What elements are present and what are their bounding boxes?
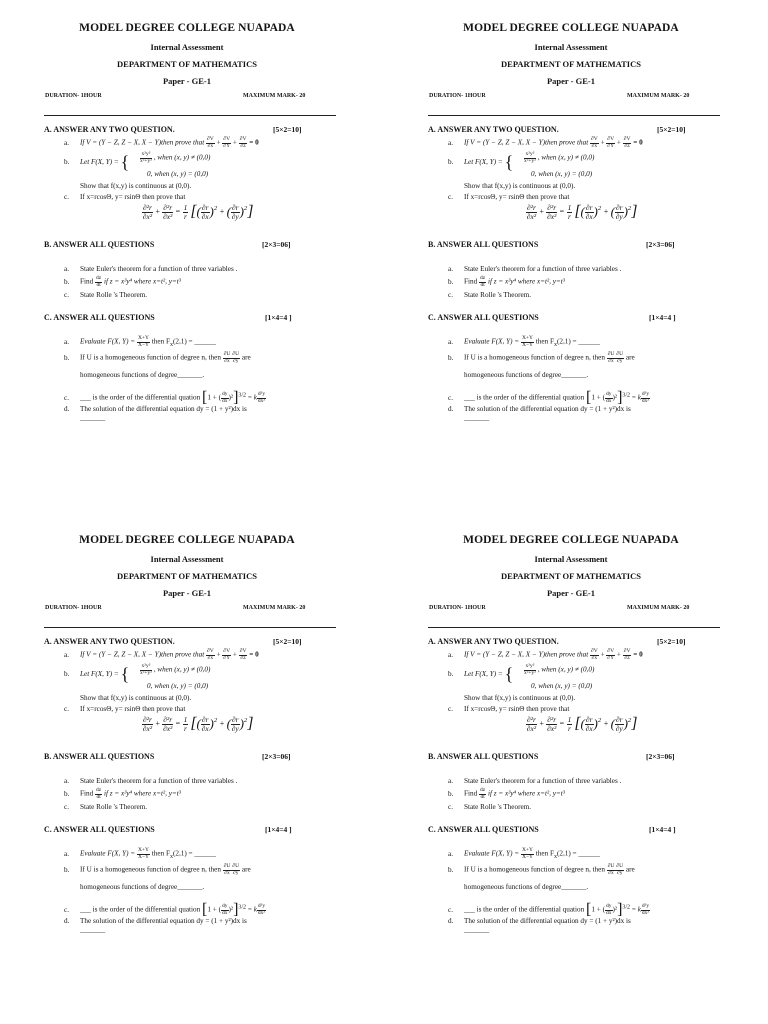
question-label: c. [64, 291, 69, 299]
question-text: If V = (Y − Z, Z − X, X − Y)then prove that [80, 650, 205, 659]
section-c-question-b-cont: homogeneous functions of degree_______. [80, 883, 205, 891]
section-c-marks: [1×4=4 ] [265, 313, 292, 322]
section-a-marks: [5×2=10] [273, 125, 302, 134]
college-name: MODEL DEGREE COLLEGE NUAPADA [463, 22, 679, 34]
question-text: The solution of the differential equation dy = (1 + y²)dx is [464, 917, 631, 925]
question-label: a. [64, 777, 69, 785]
question-label: c. [448, 803, 453, 811]
paper-code: Paper - GE-1 [546, 588, 595, 598]
exam-sheet-bottom-right [384, 512, 758, 1012]
left-brace-icon: { [120, 664, 130, 684]
assessment-title: Internal Assessment [150, 42, 224, 52]
piecewise-case-1 [524, 152, 594, 164]
fraction-du-dx: $\frac{\partial U}{\partial x}$ [223, 351, 231, 364]
question-text-part: are [625, 353, 635, 362]
question-label: c. [448, 393, 453, 402]
left-brace-icon: { [504, 664, 514, 684]
fraction-du-dx: $\frac{\partial U}{\partial x}$ [607, 351, 615, 364]
duration-label: DURATION- 1HOUR [45, 93, 102, 99]
fraction-du-dy: $\frac{\partial U}{\partial y}$ [616, 351, 624, 364]
question-label: a. [448, 650, 453, 659]
section-c-question-a: a. Evaluate F(X, Y) = $\frac{X+Y}{X-Y}$ then $F_x(2,1)$ = ______ [448, 847, 600, 861]
section-b-title: B. ANSWER ALL QUESTIONS [428, 240, 539, 249]
section-b-question-a [448, 265, 621, 273]
piecewise-case-2: 0, when (x, y) = (0,0) [147, 170, 209, 178]
fraction-dz-dt: $\frac{dz}{dt}$ [95, 787, 102, 800]
question-text: If V = (Y − Z, Z − X, X − Y)then prove that [464, 650, 589, 659]
question-label: b. [448, 158, 454, 167]
fraction-dv-dy: $\frac{\partial V}{\partial Y}$ [223, 136, 231, 149]
answer-blank: _______ [464, 414, 490, 422]
question-label: b. [448, 353, 454, 362]
section-a-question-b [64, 664, 129, 685]
section-b-question-a [64, 777, 237, 785]
duration-label: DURATION- 1HOUR [429, 605, 486, 611]
fraction-case-1: $\frac{\text{x²y²}}{\text{x²+y²}}$ [524, 663, 536, 676]
question-label: d. [448, 917, 454, 925]
question-text-part: Find [464, 277, 478, 286]
section-c-marks: [1×4=4 ] [649, 313, 676, 322]
question-label: c. [64, 393, 69, 402]
question-label: b. [64, 789, 70, 798]
section-a-title: A. ANSWER ANY TWO QUESTION. [44, 637, 175, 646]
section-c-question-b [448, 864, 635, 876]
assessment-title: Internal Assessment [534, 42, 608, 52]
question-label: a. [448, 265, 453, 273]
question-text-part: if z = x³y⁴ where x=t², y=t³ [103, 277, 181, 286]
section-c-question-b [448, 352, 635, 364]
question-text-part: if z = x³y⁴ where x=t², y=t³ [103, 789, 181, 798]
question-text: The solution of the differential equation dy = (1 + y²)dx is [80, 405, 247, 413]
section-a-question-c [448, 705, 569, 713]
question-text: ___ is the order of the differential quation [80, 393, 201, 402]
section-c-question-c: c. ___ is the order of the differential quation [1 + ( $\frac{dy}{dx}$ )²]$^{3/2}$ = k $\frac{\text{d²y}}{\text{dx²}}$ [448, 389, 650, 406]
question-label: a. [64, 138, 69, 147]
question-label: b. [448, 670, 454, 679]
department-name: DEPARTMENT OF MATHEMATICS [117, 571, 257, 581]
answer-blank: _______ [80, 926, 106, 934]
question-text-part: if z = x³y⁴ where x=t², y=t³ [487, 277, 565, 286]
section-c-question-c: c. ___ is the order of the differential quation [1 + ( $\frac{dy}{dx}$ )²]$^{3/2}$ = k $\frac{\text{d²y}}{\text{dx²}}$ [64, 901, 266, 918]
header-divider [428, 627, 720, 628]
fraction-dv-dx: $\frac{\partial V}{\partial x}$ [591, 648, 598, 661]
question-text-part: Find [80, 789, 94, 798]
section-c-question-d [64, 405, 247, 413]
section-a-question-a: a. If V = (Y − Z, Z − X, X − Y)then prove that $\frac{\partial V}{\partial x}$ + $\frac{\partial V}{\partial Y}$ + $\frac{\partial V}{\partial z}$ = 0 [64, 136, 259, 149]
question-label: a. [64, 650, 69, 659]
question-text-part: Evaluate F(X, Y) = [80, 849, 136, 858]
question-text-part: then F [535, 337, 554, 346]
question-text: State Euler's theorem for a function of three variables . [464, 777, 622, 785]
polar-laplace-formula: $\frac{\text{∂²r}}{\text{∂x²}}$ + $\frac{\text{∂²r}}{\text{∂x²}}$ = $\frac{1}{r}$ [( $\frac{\partial r}{\partial x}$ )$^2$ + ( $\frac{\partial r}{\partial y}$ )$^2$] [526, 203, 638, 221]
piecewise-case-1 [524, 664, 594, 676]
question-text-part: (2,1) = ______ [556, 849, 600, 858]
section-a-marks: [5×2=10] [657, 637, 686, 646]
section-a-marks: [5×2=10] [273, 637, 302, 646]
question-label: c. [64, 705, 69, 713]
question-label: a. [448, 777, 453, 785]
section-b-question-a [64, 265, 237, 273]
header-divider [44, 627, 336, 628]
question-label: d. [448, 405, 454, 413]
section-b-question-b [448, 788, 565, 800]
fraction-dz-dt: $\frac{dz}{dt}$ [479, 275, 486, 288]
section-a-question-c [64, 705, 185, 713]
fraction-dv-dx: $\frac{\partial V}{\partial x}$ [207, 136, 214, 149]
section-c-question-b-cont: homogeneous functions of degree_______. [464, 883, 589, 891]
question-label: a. [448, 849, 453, 858]
answer-blank: _______ [464, 926, 490, 934]
section-b-title: B. ANSWER ALL QUESTIONS [428, 752, 539, 761]
question-text-part: are [241, 865, 251, 874]
question-text-part: Find [80, 277, 94, 286]
question-text: If x=rcosΘ, y= rsinΘ then prove that [464, 705, 570, 713]
section-b-marks: [2×3=06] [262, 240, 291, 249]
question-text-part: then F [535, 849, 554, 858]
college-name: MODEL DEGREE COLLEGE NUAPADA [79, 534, 295, 546]
section-b-title: B. ANSWER ALL QUESTIONS [44, 240, 155, 249]
question-text-part: are [241, 353, 251, 362]
question-text: State Euler's theorem for a function of three variables . [80, 777, 238, 785]
question-label: c. [64, 905, 69, 914]
question-text: If x=rcosΘ, y= rsinΘ then prove that [80, 705, 186, 713]
max-mark-label: MAXIMUM MARK- 20 [243, 93, 306, 99]
section-c-question-b-cont: homogeneous functions of degree_______. [80, 371, 205, 379]
section-c-title: C. ANSWER ALL QUESTIONS [428, 313, 539, 322]
question-text: ___ is the order of the differential quation [464, 905, 585, 914]
question-label: b. [64, 277, 70, 286]
piecewise-case-2: 0, when (x, y) = (0,0) [531, 170, 593, 178]
question-label: b. [448, 789, 454, 798]
section-c-question-c: c. ___ is the order of the differential quation [1 + ( $\frac{dy}{dx}$ )²]$^{3/2}$ = k $\frac{\text{d²y}}{\text{dx²}}$ [64, 389, 266, 406]
fraction-dv-dz: $\frac{\partial V}{\partial z}$ [239, 136, 247, 149]
section-b-question-b [64, 788, 181, 800]
fraction-dv-dy: $\frac{\partial V}{\partial Y}$ [607, 136, 615, 149]
question-label: a. [448, 337, 453, 346]
fraction-x-plus-y: $\frac{X+Y}{X-Y}$ [521, 847, 533, 860]
header-divider [44, 115, 336, 116]
section-a-title: A. ANSWER ANY TWO QUESTION. [428, 125, 559, 134]
question-text: State Euler's theorem for a function of three variables . [80, 265, 238, 273]
question-label: b. [64, 865, 70, 874]
fraction-dz-dt: $\frac{dz}{dt}$ [479, 787, 486, 800]
fraction-x-plus-y: $\frac{X+Y}{X-Y}$ [521, 335, 533, 348]
question-text: If x=rcosΘ, y= rsinΘ then prove that [80, 193, 186, 201]
question-label: c. [448, 193, 453, 201]
question-text: State Euler's theorem for a function of three variables . [464, 265, 622, 273]
question-text: The solution of the differential equation dy = (1 + y²)dx is [464, 405, 631, 413]
question-text: State Rolle 's Theorem. [80, 803, 148, 811]
question-label: c. [448, 705, 453, 713]
section-b-question-c [64, 803, 147, 811]
question-label: c. [64, 193, 69, 201]
case-1-condition: , when (x, y) ≠ (0,0) [153, 665, 211, 674]
department-name: DEPARTMENT OF MATHEMATICS [117, 59, 257, 69]
fraction-case-1: $\frac{\text{x²y²}}{\text{x²+y²}}$ [140, 663, 152, 676]
fraction-du-dx: $\frac{\partial U}{\partial x}$ [607, 863, 615, 876]
question-text: If V = (Y − Z, Z − X, X − Y)then prove that [464, 138, 589, 147]
case-1-condition: , when (x, y) ≠ (0,0) [537, 153, 595, 162]
piecewise-case-2: 0, when (x, y) = (0,0) [531, 682, 593, 690]
section-a-title: A. ANSWER ANY TWO QUESTION. [428, 637, 559, 646]
question-text-part: if z = x³y⁴ where x=t², y=t³ [487, 789, 565, 798]
fraction-du-dx: $\frac{\partial U}{\partial x}$ [223, 863, 231, 876]
fraction-x-plus-y: $\frac{X+Y}{X-Y}$ [137, 335, 149, 348]
section-a-question-c [448, 193, 569, 201]
section-c-title: C. ANSWER ALL QUESTIONS [44, 825, 155, 834]
exam-sheet-top-right [384, 0, 758, 500]
section-a-question-b-note: Show that f(x,y) is continuous at (0,0). [80, 694, 192, 702]
question-text-part: Evaluate F(X, Y) = [464, 849, 520, 858]
section-a-question-b-note: Show that f(x,y) is continuous at (0,0). [464, 182, 576, 190]
section-c-question-a: a. Evaluate F(X, Y) = $\frac{X+Y}{X-Y}$ then $F_x(2,1)$ = ______ [64, 847, 216, 861]
fraction-case-1: $\frac{\text{x²y²}}{\text{x²+y²}}$ [524, 151, 536, 164]
question-text: Let F(X, Y) = [464, 670, 503, 679]
question-label: c. [64, 803, 69, 811]
max-mark-label: MAXIMUM MARK- 20 [627, 605, 690, 611]
department-name: DEPARTMENT OF MATHEMATICS [501, 571, 641, 581]
paper-code: Paper - GE-1 [546, 76, 595, 86]
polar-laplace-formula: $\frac{\text{∂²r}}{\text{∂x²}}$ + $\frac{\text{∂²r}}{\text{∂x²}}$ = $\frac{1}{r}$ [( $\frac{\partial r}{\partial x}$ )$^2$ + ( $\frac{\partial r}{\partial y}$ )$^2$] [142, 203, 254, 221]
case-1-condition: , when (x, y) ≠ (0,0) [153, 153, 211, 162]
question-label: c. [448, 905, 453, 914]
section-a-question-b-note: Show that f(x,y) is continuous at (0,0). [80, 182, 192, 190]
assessment-title: Internal Assessment [150, 554, 224, 564]
piecewise-case-2: 0, when (x, y) = (0,0) [147, 682, 209, 690]
question-label: d. [64, 405, 70, 413]
question-label: a. [64, 265, 69, 273]
college-name: MODEL DEGREE COLLEGE NUAPADA [463, 534, 679, 546]
section-c-question-d [448, 405, 631, 413]
section-c-question-b [64, 864, 251, 876]
assessment-title: Internal Assessment [534, 554, 608, 564]
answer-blank: _______ [80, 414, 106, 422]
section-b-title: B. ANSWER ALL QUESTIONS [44, 752, 155, 761]
header-divider [428, 115, 720, 116]
question-text-part: then F [151, 849, 170, 858]
section-b-question-b [448, 276, 565, 288]
fraction-dz-dt: $\frac{dz}{dt}$ [95, 275, 102, 288]
section-c-question-b [64, 352, 251, 364]
question-label: c. [448, 291, 453, 299]
question-text-part: Find [464, 789, 478, 798]
question-label: b. [448, 277, 454, 286]
section-b-question-c [64, 291, 147, 299]
question-text: Let F(X, Y) = [464, 158, 503, 167]
left-brace-icon: { [120, 152, 130, 172]
left-brace-icon: { [504, 152, 514, 172]
section-a-question-a: a. If V = (Y − Z, Z − X, X − Y)then prove that $\frac{\partial V}{\partial x}$ + $\frac{\partial V}{\partial Y}$ + $\frac{\partial V}{\partial z}$ = 0 [64, 648, 259, 661]
duration-label: DURATION- 1HOUR [429, 93, 486, 99]
college-name: MODEL DEGREE COLLEGE NUAPADA [79, 22, 295, 34]
section-c-question-a: a. Evaluate F(X, Y) = $\frac{X+Y}{X-Y}$ then $F_x(2,1)$ = ______ [448, 335, 600, 349]
question-label: a. [64, 849, 69, 858]
section-c-marks: [1×4=4 ] [265, 825, 292, 834]
question-text: ___ is the order of the differential quation [80, 905, 201, 914]
question-text-part: then F [151, 337, 170, 346]
question-text: ___ is the order of the differential quation [464, 393, 585, 402]
fraction-x-plus-y: $\frac{X+Y}{X-Y}$ [137, 847, 149, 860]
polar-laplace-formula: $\frac{\text{∂²r}}{\text{∂x²}}$ + $\frac{\text{∂²r}}{\text{∂x²}}$ = $\frac{1}{r}$ [( $\frac{\partial r}{\partial x}$ )$^2$ + ( $\frac{\partial r}{\partial y}$ )$^2$] [526, 715, 638, 733]
fraction-dv-dy: $\frac{\partial V}{\partial Y}$ [607, 648, 615, 661]
question-text-part: Evaluate F(X, Y) = [80, 337, 136, 346]
department-name: DEPARTMENT OF MATHEMATICS [501, 59, 641, 69]
section-c-question-d [64, 917, 247, 925]
question-text-part: If U is a homogeneous function of degree n, then [80, 353, 221, 362]
section-c-title: C. ANSWER ALL QUESTIONS [428, 825, 539, 834]
question-text-part: (2,1) = ______ [172, 337, 216, 346]
question-text-part: If U is a homogeneous function of degree n, then [464, 353, 605, 362]
exam-sheet-bottom-left [0, 512, 374, 1012]
section-b-question-a [448, 777, 621, 785]
section-a-question-b-note: Show that f(x,y) is continuous at (0,0). [464, 694, 576, 702]
fraction-dv-dx: $\frac{\partial V}{\partial x}$ [591, 136, 598, 149]
section-b-question-c [448, 291, 531, 299]
question-text: If x=rcosΘ, y= rsinΘ then prove that [464, 193, 570, 201]
section-c-marks: [1×4=4 ] [649, 825, 676, 834]
fraction-case-1: $\frac{\text{x²y²}}{\text{x²+y²}}$ [140, 151, 152, 164]
section-b-marks: [2×3=06] [262, 752, 291, 761]
question-label: a. [64, 337, 69, 346]
case-1-condition: , when (x, y) ≠ (0,0) [537, 665, 595, 674]
question-text-part: are [625, 865, 635, 874]
duration-label: DURATION- 1HOUR [45, 605, 102, 611]
question-label: d. [64, 917, 70, 925]
section-c-question-a: a. Evaluate F(X, Y) = $\frac{X+Y}{X-Y}$ then $F_x(2,1)$ = ______ [64, 335, 216, 349]
section-a-question-b [448, 152, 513, 173]
question-label: a. [448, 138, 453, 147]
section-a-marks: [5×2=10] [657, 125, 686, 134]
fraction-dv-dx: $\frac{\partial V}{\partial x}$ [207, 648, 214, 661]
question-text-part: If U is a homogeneous function of degree n, then [464, 865, 605, 874]
question-label: b. [64, 353, 70, 362]
paper-code: Paper - GE-1 [162, 76, 211, 86]
section-b-question-c [448, 803, 531, 811]
section-a-question-a: a. If V = (Y − Z, Z − X, X − Y)then prove that $\frac{\partial V}{\partial x}$ + $\frac{\partial V}{\partial Y}$ + $\frac{\partial V}{\partial z}$ = 0 [448, 648, 643, 661]
fraction-du-dy: $\frac{\partial U}{\partial y}$ [232, 351, 240, 364]
question-text: Let F(X, Y) = [80, 158, 119, 167]
section-c-question-b-cont: homogeneous functions of degree_______. [464, 371, 589, 379]
section-a-question-b [448, 664, 513, 685]
fraction-dv-dy: $\frac{\partial V}{\partial Y}$ [223, 648, 231, 661]
section-c-question-c: c. ___ is the order of the differential quation [1 + ( $\frac{dy}{dx}$ )²]$^{3/2}$ = k $\frac{\text{d²y}}{\text{dx²}}$ [448, 901, 650, 918]
fraction-dv-dz: $\frac{\partial V}{\partial z}$ [623, 648, 631, 661]
polar-laplace-formula: $\frac{\text{∂²r}}{\text{∂x²}}$ + $\frac{\text{∂²r}}{\text{∂x²}}$ = $\frac{1}{r}$ [( $\frac{\partial r}{\partial x}$ )$^2$ + ( $\frac{\partial r}{\partial y}$ )$^2$] [142, 715, 254, 733]
question-label: b. [448, 865, 454, 874]
question-text-part: (2,1) = ______ [172, 849, 216, 858]
section-a-question-c [64, 193, 185, 201]
section-c-title: C. ANSWER ALL QUESTIONS [44, 313, 155, 322]
piecewise-case-1 [140, 152, 210, 164]
section-a-question-b [64, 152, 129, 173]
section-c-question-d [448, 917, 631, 925]
piecewise-case-1 [140, 664, 210, 676]
question-text-part: If U is a homogeneous function of degree n, then [80, 865, 221, 874]
max-mark-label: MAXIMUM MARK- 20 [243, 605, 306, 611]
question-text: The solution of the differential equation dy = (1 + y²)dx is [80, 917, 247, 925]
question-text-part: (2,1) = ______ [556, 337, 600, 346]
question-text: Let F(X, Y) = [80, 670, 119, 679]
question-text: State Rolle 's Theorem. [464, 803, 532, 811]
fraction-dv-dz: $\frac{\partial V}{\partial z}$ [239, 648, 247, 661]
question-text: If V = (Y − Z, Z − X, X − Y)then prove that [80, 138, 205, 147]
question-text-part: Evaluate F(X, Y) = [464, 337, 520, 346]
fraction-du-dy: $\frac{\partial U}{\partial y}$ [232, 863, 240, 876]
section-b-marks: [2×3=06] [646, 240, 675, 249]
fraction-dv-dz: $\frac{\partial V}{\partial z}$ [623, 136, 631, 149]
question-text: State Rolle 's Theorem. [464, 291, 532, 299]
max-mark-label: MAXIMUM MARK- 20 [627, 93, 690, 99]
section-b-question-b [64, 276, 181, 288]
question-label: b. [64, 670, 70, 679]
question-text: State Rolle 's Theorem. [80, 291, 148, 299]
exam-sheet-top-left [0, 0, 374, 500]
section-a-title: A. ANSWER ANY TWO QUESTION. [44, 125, 175, 134]
section-a-question-a: a. If V = (Y − Z, Z − X, X − Y)then prove that $\frac{\partial V}{\partial x}$ + $\frac{\partial V}{\partial Y}$ + $\frac{\partial V}{\partial z}$ = 0 [448, 136, 643, 149]
question-label: b. [64, 158, 70, 167]
fraction-du-dy: $\frac{\partial U}{\partial y}$ [616, 863, 624, 876]
section-b-marks: [2×3=06] [646, 752, 675, 761]
paper-code: Paper - GE-1 [162, 588, 211, 598]
